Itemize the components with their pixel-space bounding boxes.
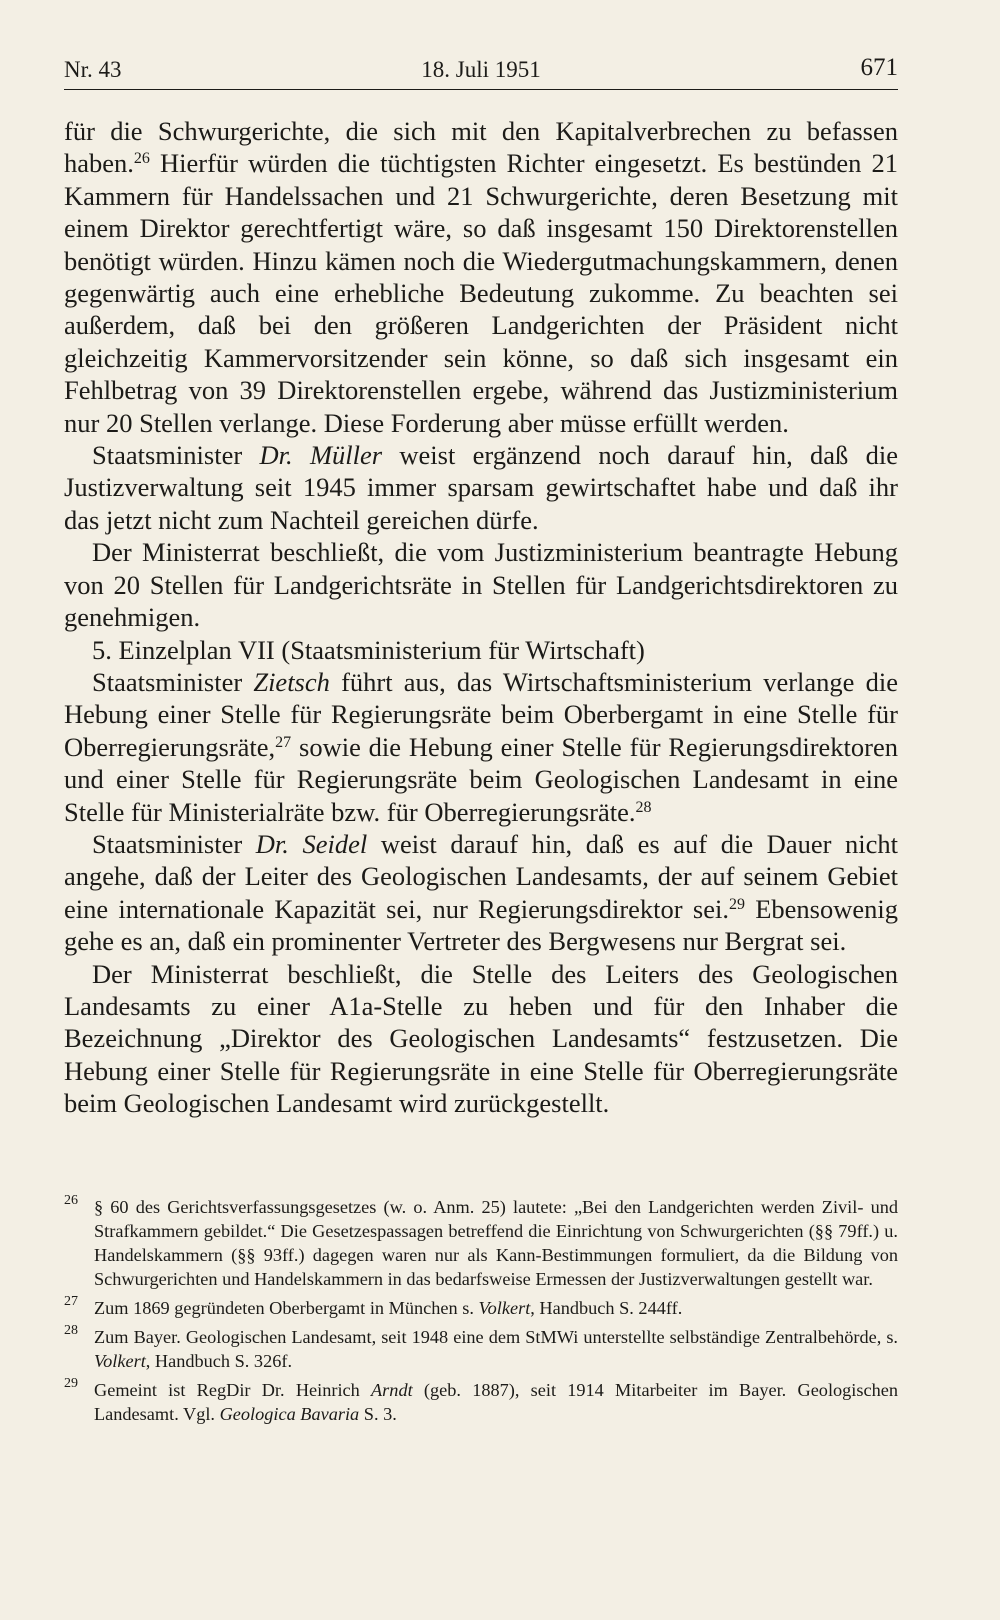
journal-title: Geologica Bavaria <box>219 1404 360 1424</box>
paragraph: Staatsminister Dr. Seidel weist darauf hin, daß es auf die Dauer nicht angehe, daß der Leiter des Geologischen Landesamts, der auf seinem Gebiet eine internationale Kapazität sei, nur Regierungsdirektor sei.$^{29}$ Ebensowenig gehe es an, daß ein prominenter Vertreter des Bergwesens nur Bergrat sei. <box>64 828 899 957</box>
footnotes <box>64 1195 898 1431</box>
footnote-number: 27 <box>64 1294 78 1309</box>
paragraph: Der Ministerrat beschließt, die Stelle des Leiters des Geologischen Landesamts zu einer A1a-Stelle zu heben und für den Inhaber die Bezeichnung „Direktor des Geologischen Landesamts“ festzusetzen. Die Hebung einer Stelle für Regierungsräte in eine Stelle für Oberregierungsräte beim Geologischen Landesamt wird zurückgestellt. <box>64 958 898 1119</box>
footnote-ref[interactable]: 28 <box>635 798 652 816</box>
footnote-number: 26 <box>64 1193 78 1208</box>
person-name: Zietsch <box>253 666 330 697</box>
author-name: Volkert <box>478 1298 531 1318</box>
header-rule <box>64 89 898 90</box>
footnote-ref[interactable]: 26 <box>133 150 150 168</box>
paragraph: für die Schwurgerichte, die sich mit den Kapitalverbrechen zu befassen haben.$^{26}$ Hierfür würden die tüchtigsten Richter eingesetzt. Es bestünden 21 Kammern für Handelssachen und 21 Schwurgerichte, deren Besetzung mit einem Direktor gerechtfertigt wäre, so daß insgesamt 150 Direktorenstellen benötigt würden. Hinzu kämen noch die Wiedergutmachungskammern, denen gegenwärtig auch eine erhebliche Bedeutung zukomme. Zu beachten sei außerdem, daß bei den größeren Landgerichten der Präsident nicht gleichzeitig Kammervorsitzender sein könne, so daß sich insgesamt ein Fehlbetrag von 39 Direktorenstellen ergebe, während das Justizministerium nur 20 Stellen verlange. Diese Forderung aber müsse erfüllt werden. <box>64 116 898 438</box>
footnote-29: 29 Gemeint ist RegDir Dr. Heinrich Arndt (geb. 1887), seit 1914 Mitarbeiter im Bayer. Geologischen Landesamt. Vgl. Geologica Bavaria S. 3. <box>64 1378 898 1426</box>
footnote-ref[interactable]: 27 <box>275 733 292 751</box>
main-text <box>64 115 898 1120</box>
footnote-number: 28 <box>64 1323 78 1338</box>
footnote-27: 27 Zum 1869 gegründeten Oberbergamt in München s. Volkert, Handbuch S. 244ff. <box>64 1296 898 1320</box>
issue-number: Nr. 43 <box>64 57 122 82</box>
person-name: Arndt <box>371 1380 413 1400</box>
person-name: Dr. Müller <box>259 440 383 471</box>
section-heading: 5. Einzelplan VII (Staatsministerium für Wirtschaft) <box>92 634 645 665</box>
paragraph: Staatsminister Dr. Müller weist ergänzend noch darauf hin, daß die Justizverwaltung seit 1945 immer sparsam gewirtschaftet habe und daß ihr das jetzt nicht zum Nachteil gereichen dürfe. <box>64 440 899 535</box>
page-number: 671 <box>860 54 898 81</box>
running-header <box>64 52 898 88</box>
footnote-number: 29 <box>64 1376 78 1391</box>
footnote-ref[interactable]: 29 <box>728 895 745 913</box>
header-date: 18. Juli 1951 <box>421 57 541 82</box>
author-name: Volkert <box>94 1351 146 1371</box>
footnote-26: 26 § 60 des Gerichtsverfassungsgesetzes (w. o. Anm. 25) lautete: „Bei den Landgerichten werden Zivil- und Strafkammern gebildet.“ Die Gesetzespassagen betreffend die Einrichtung von Schwurgerichten (§§ 79ff.) u. Handelskammern (§§ 93ff.) dagegen waren nur als Kann-Bestimmungen formuliert, da die Bildung von Schwurgerichten und Handelskammern in das bedarfsweise Ermessen der Justizverwaltungen gestellt war. <box>64 1195 898 1291</box>
footnote-28: 28 Zum Bayer. Geologischen Landesamt, seit 1948 eine dem StMWi unterstellte selbständige Zentralbehörde, s. Volkert, Handbuch S. 326f. <box>64 1325 898 1373</box>
paragraph: Der Ministerrat beschließt, die vom Justizministerium beantragte Hebung von 20 Stellen für Landgerichtsräte in Stellen für Landgerichtsdirektoren zu genehmigen. <box>64 537 898 633</box>
person-name: Dr. Seidel <box>255 828 368 859</box>
paragraph: Staatsminister Zietsch führt aus, das Wirtschaftsministerium verlange die Hebung einer Stelle für Regierungsräte beim Oberbergamt in eine Stelle für Oberregierungsräte,$^{27}$ sowie die Hebung einer Stelle für Regierungsdirektoren und einer Stelle für Regierungsräte beim Geologischen Landesamt in eine Stelle für Ministerialräte bzw. für Oberregierungsräte.$^{28}$ <box>64 666 898 827</box>
